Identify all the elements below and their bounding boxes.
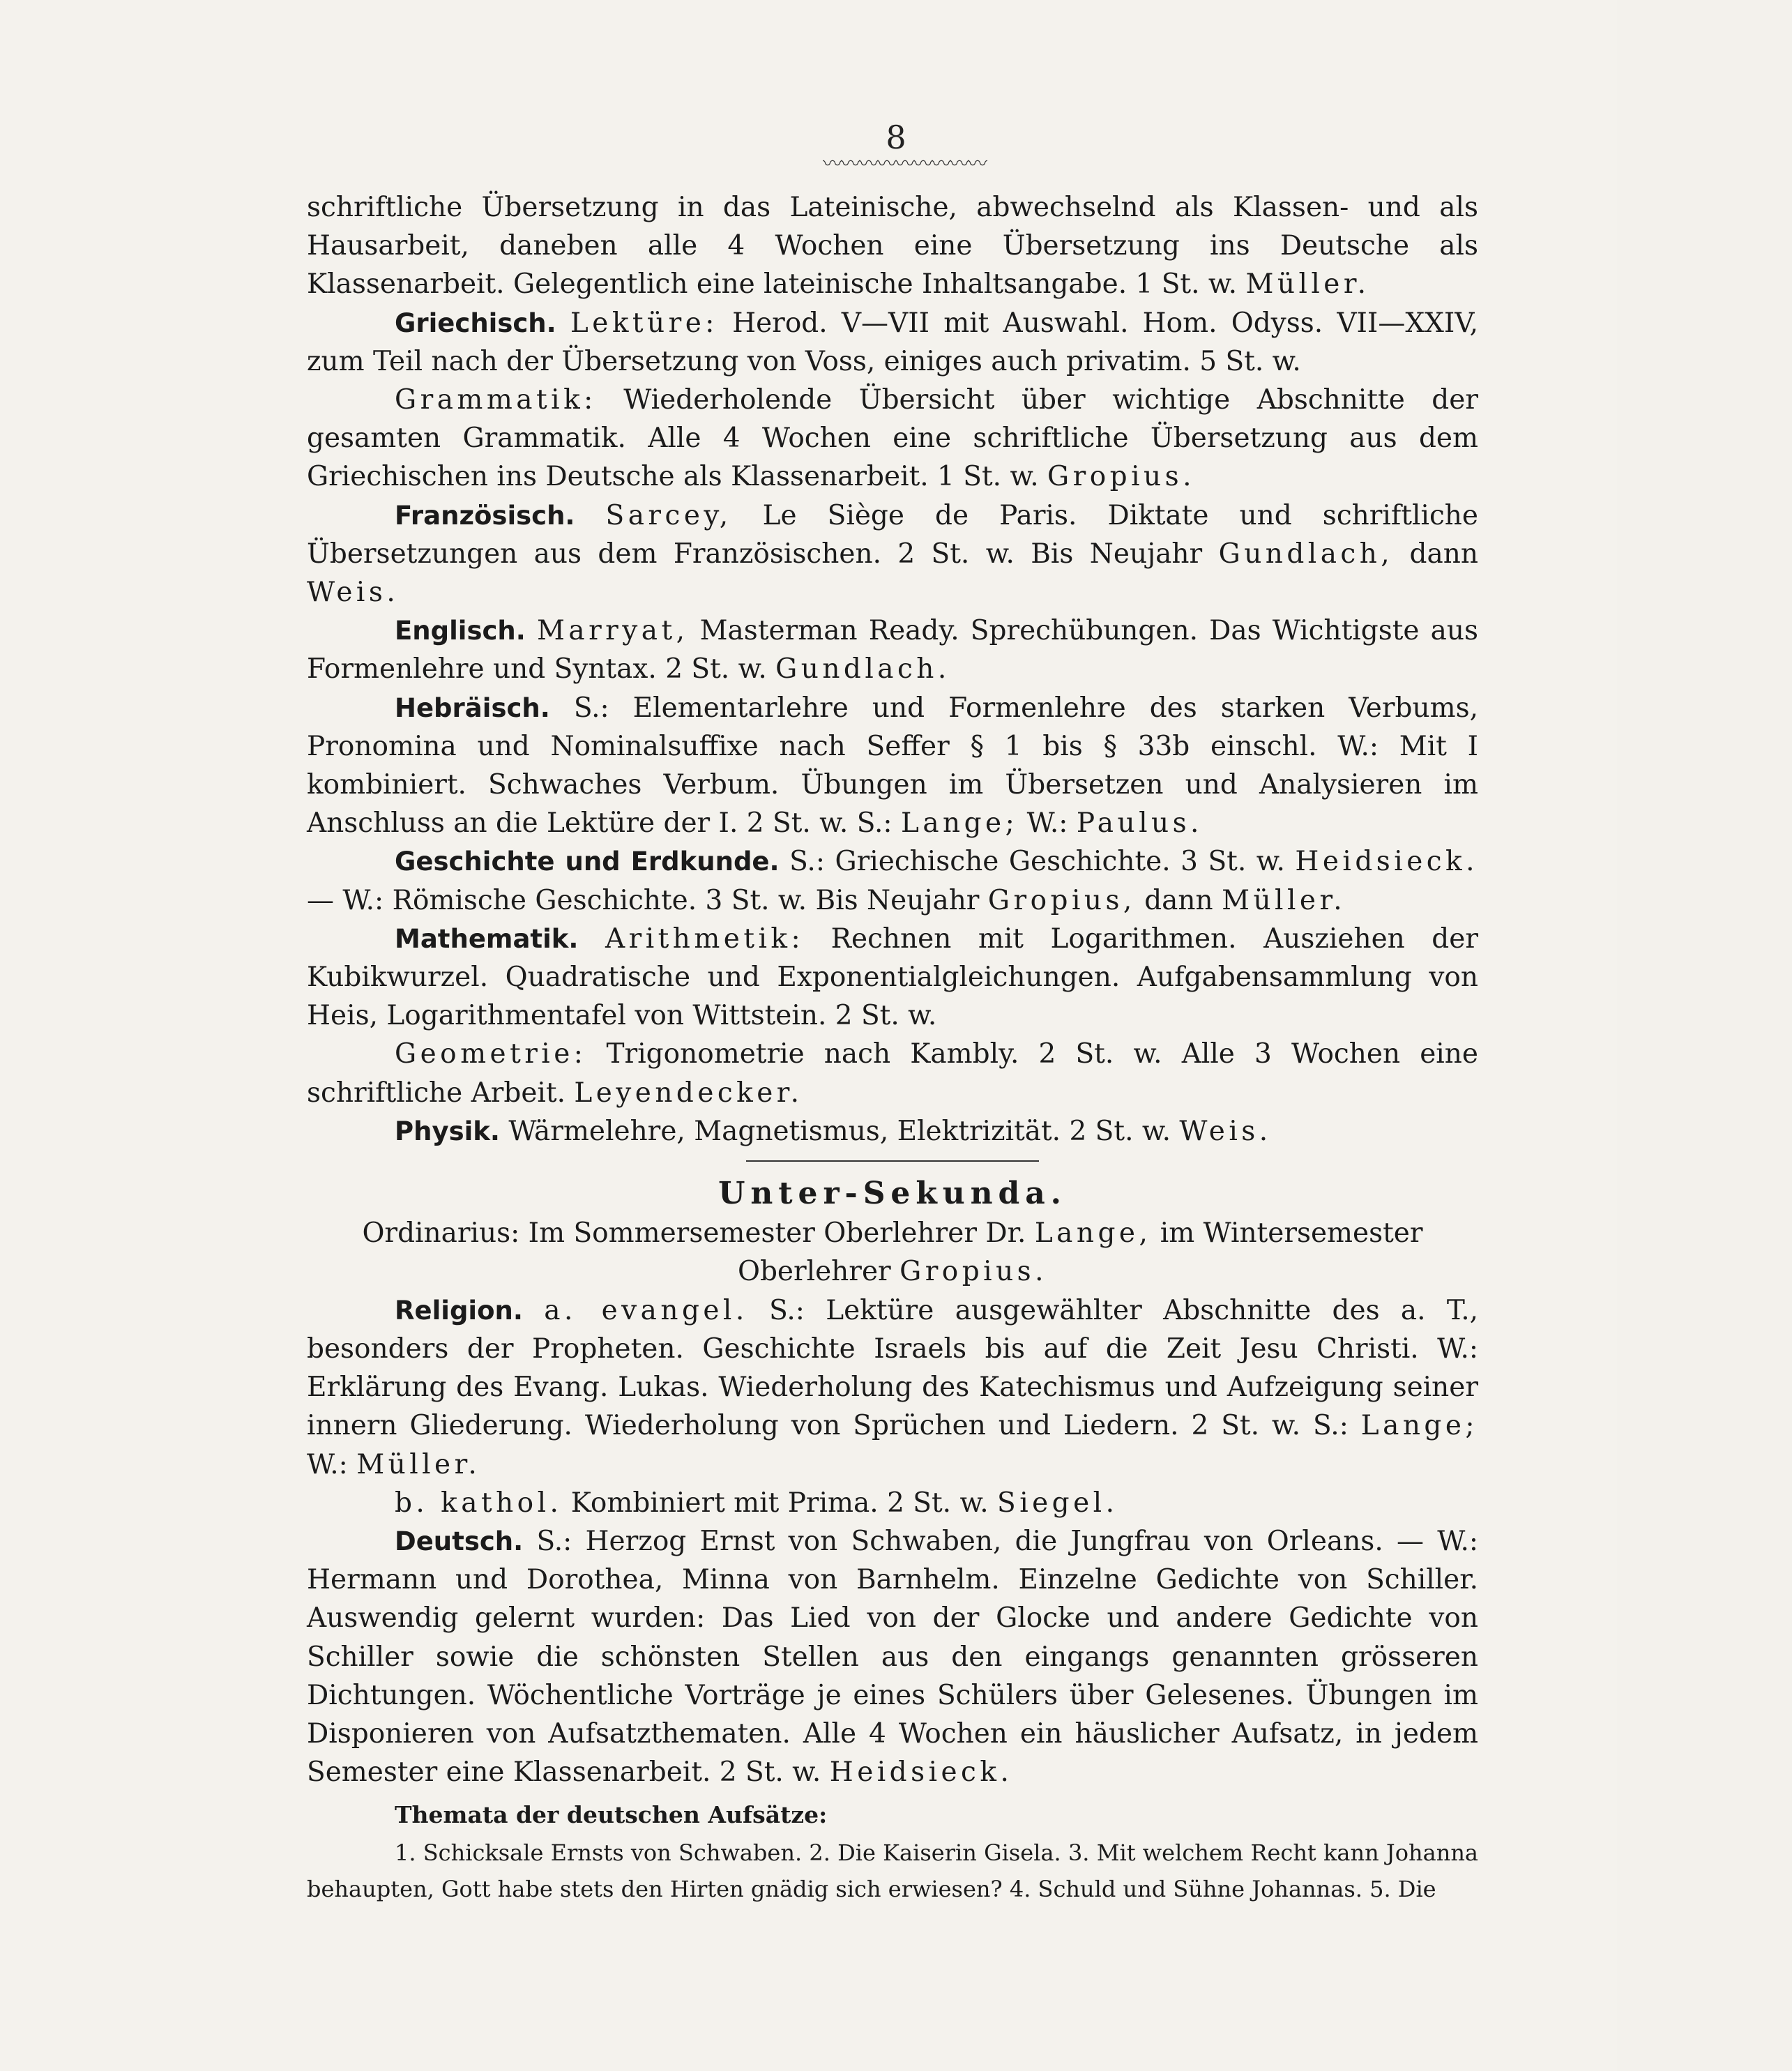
religion-kathol-text: Kombiniert mit Prima. 2 St. w. — [570, 1487, 989, 1519]
label-grammatik: Grammatik: — [395, 384, 597, 416]
connector-text: W.: — [307, 1448, 348, 1480]
paragraph-franzoesisch — [307, 496, 1478, 612]
paragraph-mathematik-geometrie — [307, 1035, 1478, 1112]
subject-heading-physik: Physik. — [395, 1116, 500, 1146]
ordinarius-text-1: Ordinarius: Im Sommersemester Oberlehrer Dr. — [362, 1217, 1026, 1250]
teacher-name: Gundlach, — [1218, 538, 1394, 570]
teacher-name: Gropius, — [987, 884, 1136, 916]
label-evangel: a. evangel. — [544, 1294, 748, 1326]
label-arithmetik: Arithmetik: — [605, 923, 805, 955]
paragraph-latin-continuation — [307, 188, 1478, 304]
teacher-name: Lange, — [1034, 1217, 1152, 1250]
label-geometrie: Geometrie: — [395, 1038, 587, 1070]
hebraeisch-text: S.: Elementarlehre und Formenlehre des starken Verbums, Pronomina und Nominalsuffixe nach Seffer § 1 bis § 33b einschl. W.: Mit I kombiniert. Schwaches Verbum. Übungen im Übersetzen und Analysieren im Anschluss an die Lektüre der I. 2 St. w. S.: — [307, 692, 1478, 840]
ordinarius-text-2: im Wintersemester Oberlehrer — [737, 1217, 1423, 1288]
paragraph-religion-kathol — [307, 1484, 1478, 1522]
subject-heading-franzoesisch: Französisch. — [395, 500, 575, 531]
paragraph-physik — [307, 1112, 1478, 1151]
teacher-name: Müller. — [1222, 884, 1346, 916]
teacher-name: Gropius. — [1047, 461, 1195, 493]
label-kathol: b. kathol. — [395, 1487, 563, 1519]
franzoesisch-text: Le Siège de Paris. Diktate und schriftliche Übersetzungen aus dem Französischen. 2 St. w. Bis Neujahr — [307, 499, 1478, 570]
teacher-name: Müller. — [1245, 268, 1370, 301]
teacher-name: Müller. — [356, 1448, 481, 1480]
paragraph-englisch — [307, 612, 1478, 688]
teacher-name: Weis. — [307, 577, 400, 609]
author-name: Sarcey, — [605, 499, 732, 531]
connector-text: dann — [1409, 538, 1478, 570]
paragraph-deutsch — [307, 1522, 1478, 1791]
connector-text: W.: — [1026, 807, 1068, 840]
intro-text: schriftliche Übersetzung in das Lateinische, abwechselnd als Klassen- und als Hausarbeit, daneben alle 4 Wochen eine Übersetzung ins Deutsche als Klassenarbeit. Gelegentlich eine lateinische Inhaltsangabe. 1 St. w. — [307, 192, 1478, 301]
griechisch-lektuere-text: Herod. V—VII mit Auswahl. Hom. Odyss. VII—XXIV, zum Teil nach der Übersetzung von Voss, einiges auch privatim. 5 St. w. — [307, 307, 1478, 377]
paragraph-griechisch-grammatik — [307, 381, 1478, 496]
paragraph-ordinarius — [307, 1214, 1478, 1291]
mathematik-arithmetik-text: Rechnen mit Logarithmen. Ausziehen der Kubikwurzel. Quadratische und Exponentialgleichungen. Aufgabensammlung von Heis, Logarithmentafel von Wittstein. 2 St. w. — [307, 923, 1478, 1032]
subject-heading-mathematik: Mathematik. — [395, 923, 579, 954]
paragraph-religion — [307, 1291, 1478, 1484]
label-lektuere: Lektüre: — [570, 307, 718, 339]
subject-heading-hebraeisch: Hebräisch. — [395, 692, 550, 723]
teacher-name: Weis. — [1179, 1115, 1272, 1147]
subject-heading-geschichte: Geschichte und Erdkunde. — [395, 847, 780, 877]
geschichte-text-1: S.: Griechische Geschichte. 3 St. w. — [789, 846, 1285, 878]
section-title-unter-sekunda: Unter-Sekunda. — [718, 1176, 1067, 1212]
teacher-name: Gropius. — [899, 1256, 1048, 1288]
page-number-ornament: 〰〰〰〰〰〰〰〰〰 — [823, 152, 987, 175]
englisch-text: Masterman Ready. Sprechübungen. Das Wichtigste aus Formenlehre und Syntax. 2 St. w. — [307, 615, 1478, 685]
paragraph-mathematik — [307, 920, 1478, 1036]
mathematik-geometrie-text: Trigonometrie nach Kambly. 2 St. w. Alle 3 Wochen eine schriftliche Arbeit. — [307, 1038, 1478, 1109]
paragraph-geschichte — [307, 842, 1478, 919]
teacher-name: Siegel. — [997, 1487, 1118, 1519]
connector-text: dann — [1144, 884, 1213, 916]
subject-heading-englisch: Englisch. — [395, 616, 526, 646]
themata-heading: Themata der deutschen Aufsätze: — [395, 1801, 828, 1829]
subject-heading-deutsch: Deutsch. — [395, 1526, 524, 1556]
griechisch-grammatik-text: Wiederholende Übersicht über wichtige Abschnitte der gesamten Grammatik. Alle 4 Wochen eine schriftliche Übersetzung aus dem Griechischen ins Deutsche als Klassenarbeit. 1 St. w. — [307, 384, 1478, 493]
religion-evangel-text: S.: Lektüre ausgewählter Abschnitte des a. T., besonders der Propheten. Geschichte Israels bis auf die Zeit Jesu Christi. W.: Erklärung des Evang. Lukas. Wiederholung des Katechismus und Aufzeigung seiner innern Gliederung. Wiederholung von Sprüchen und Liedern. 2 St. w. S.: — [307, 1294, 1478, 1442]
section-divider — [746, 1160, 1039, 1162]
geschichte-text-2: — W.: Römische Geschichte. 3 St. w. Bis Neujahr — [307, 884, 980, 916]
paragraph-griechisch — [307, 304, 1478, 381]
page-number: 8 — [886, 119, 906, 156]
subject-heading-griechisch: Griechisch. — [395, 308, 556, 338]
subject-heading-religion: Religion. — [395, 1295, 523, 1326]
themata-list: 1. Schicksale Ernsts von Schwaben. 2. Die Kaiserin Gisela. 3. Mit welchem Recht kann Johanna behaupten, Gott habe stets den Hirten gnädig sich erwiesen? 4. Schuld und Sühne Johannas. 5. Die — [307, 1839, 1478, 1902]
paragraph-hebraeisch — [307, 689, 1478, 843]
teacher-name: Heidsieck. — [1295, 846, 1478, 878]
teacher-name: Lange; — [900, 807, 1019, 840]
page-body — [307, 188, 1478, 1907]
teacher-name: Paulus. — [1076, 807, 1203, 840]
teacher-name: Heidsieck. — [829, 1757, 1013, 1789]
physik-text: Wärmelehre, Magnetismus, Elektrizität. 2 St. w. — [508, 1115, 1171, 1147]
author-name: Marryat, — [536, 615, 689, 647]
teacher-name: Gundlach. — [775, 653, 950, 685]
deutsch-text: S.: Herzog Ernst von Schwaben, die Jungfrau von Orleans. — W.: Hermann und Dorothea, Minna von Barnhelm. Einzelne Gedichte von Schiller. Auswendig gelernt wurden: Das Lied von der Glocke und andere Gedichte von Schiller sowie die schönsten Stellen aus den eingangs genannten grösseren Dichtungen. Wöchentliche Vorträge je eines Schülers über Gelesenes. Übungen im Disponieren von Aufsatzthematen. Alle 4 Wochen ein häuslicher Aufsatz, in jedem Semester eine Klassenarbeit. 2 St. w. — [307, 1525, 1478, 1789]
teacher-name: Lange; — [1360, 1410, 1478, 1442]
teacher-name: Leyendecker. — [574, 1077, 803, 1109]
